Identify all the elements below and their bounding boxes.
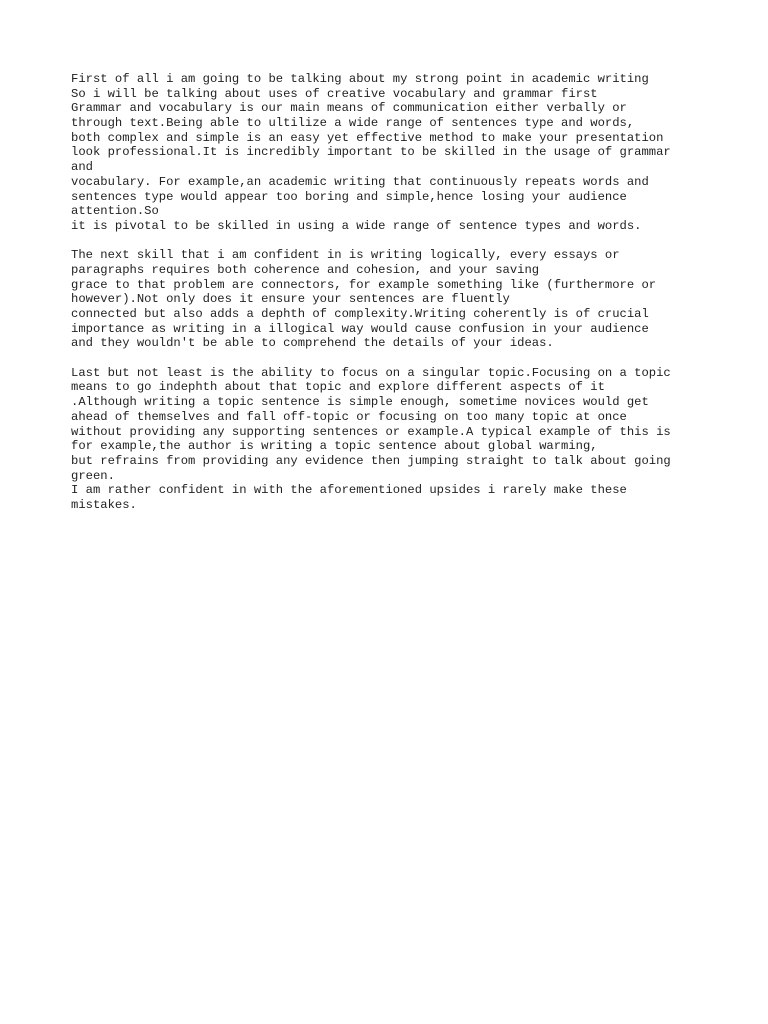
- text-line: grace to that problem are connectors, for example something like (furthermore or: [71, 277, 657, 292]
- text-line: and they wouldn't be able to comprehend the details of your ideas.: [71, 336, 554, 351]
- text-line: both complex and simple is an easy yet effective method to make your presentation: [71, 130, 664, 145]
- text-line: means to go indephth about that topic and explore different aspects of it: [71, 380, 605, 395]
- text-line: look professional.It is incredibly important to be skilled in the usage of grammar: [71, 145, 671, 160]
- text-line: without providing any supporting sentences or example.A typical example of this is: [71, 424, 671, 439]
- paragraph-logical-writing: [71, 248, 731, 351]
- text-line: vocabulary. For example,an academic writing that continuously repeats words and: [71, 174, 649, 189]
- text-line: however).Not only does it ensure your sentences are fluently: [71, 292, 510, 307]
- text-line: Last but not least is the ability to focus on a singular topic.Focusing on a topic: [71, 365, 671, 380]
- text-line: for example,the author is writing a topic sentence about global warming,: [71, 439, 598, 454]
- text-line: paragraphs requires both coherence and cohesion, and your saving: [71, 262, 540, 277]
- text-line: but refrains from providing any evidence then jumping straight to talk about going: [71, 453, 671, 468]
- text-line: mistakes.: [71, 497, 137, 512]
- text-line: Grammar and vocabulary is our main means of communication either verbally or: [71, 101, 627, 116]
- text-line: and: [71, 160, 93, 175]
- text-line: through text.Being able to ultilize a wide range of sentences type and words,: [71, 116, 635, 131]
- paragraph-strong-point: [71, 72, 731, 234]
- document-body: [71, 72, 731, 527]
- text-line: importance as writing in a illogical way would cause confusion in your audience: [71, 321, 649, 336]
- text-line: green.: [71, 468, 115, 483]
- paragraph-topic-focus: [71, 366, 731, 513]
- text-line: sentences type would appear too boring and simple,hence losing your audience: [71, 189, 627, 204]
- text-line: it is pivotal to be skilled in using a wide range of sentence types and words.: [71, 218, 642, 233]
- text-line: .Although writing a topic sentence is simple enough, sometime novices would get: [71, 395, 649, 410]
- text-line: The next skill that i am confident in is writing logically, every essays or: [71, 248, 620, 263]
- text-line: First of all i am going to be talking about my strong point in academic writing: [71, 72, 649, 86]
- text-line: So i will be talking about uses of creative vocabulary and grammar first: [71, 86, 598, 101]
- text-line: attention.So: [71, 204, 159, 219]
- text-line: ahead of themselves and fall off-topic or focusing on too many topic at once: [71, 409, 627, 424]
- text-line: connected but also adds a dephth of complexity.Writing coherently is of crucial: [71, 307, 649, 321]
- text-line: I am rather confident in with the aforementioned upsides i rarely make these: [71, 483, 627, 498]
